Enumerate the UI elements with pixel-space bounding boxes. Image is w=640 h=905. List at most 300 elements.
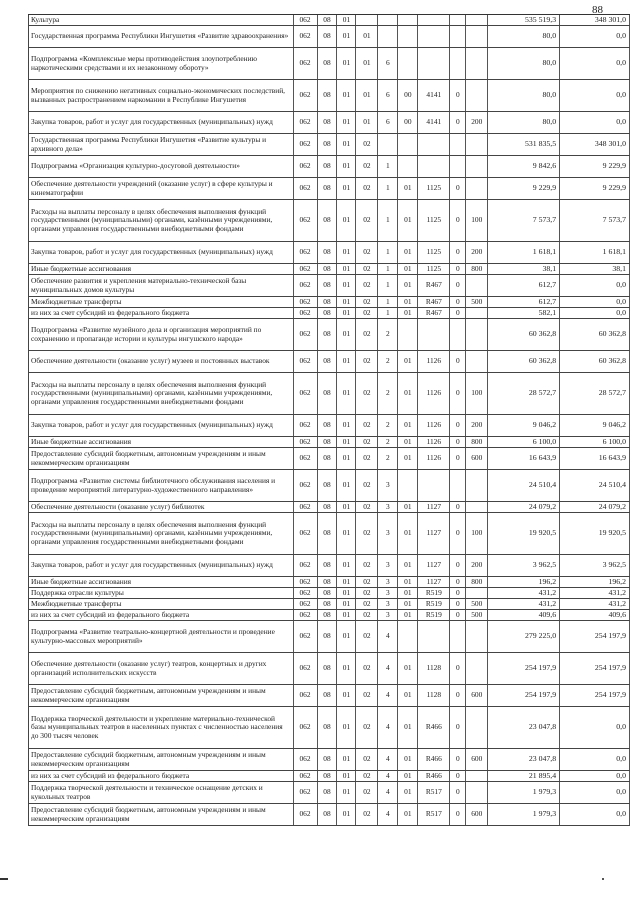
sum-year-1: 196,2 <box>488 577 560 587</box>
code-gosprogram: 02 <box>356 297 378 307</box>
code-meropriyatie: 01 <box>398 771 418 781</box>
sum-year-1: 80,0 <box>488 26 560 47</box>
code-gosprogram: 02 <box>356 134 378 155</box>
code-meropriyatie: 01 <box>398 308 418 318</box>
code-razdel: 08 <box>318 588 338 598</box>
code-meropriyatie: 01 <box>398 437 418 447</box>
code-vedomstvo: 062 <box>294 134 318 155</box>
code-razdel: 08 <box>318 437 338 447</box>
sum-year-2: 0,0 <box>560 80 630 111</box>
code-gosprogram: 02 <box>356 707 378 748</box>
code-direction <box>418 15 450 25</box>
code-meropriyatie <box>398 134 418 155</box>
sum-year-2: 6 100,0 <box>560 437 630 447</box>
sum-year-1: 535 519,3 <box>488 15 560 25</box>
code-extra: 0 <box>450 555 466 576</box>
code-meropriyatie: 01 <box>398 804 418 825</box>
code-direction: R517 <box>418 804 450 825</box>
code-meropriyatie: 00 <box>398 112 418 133</box>
code-extra: 0 <box>450 200 466 241</box>
code-extra: 0 <box>450 112 466 133</box>
code-vedomstvo: 062 <box>294 804 318 825</box>
sum-year-2: 0,0 <box>560 112 630 133</box>
code-gosprogram: 02 <box>356 502 378 512</box>
code-gosprogram: 02 <box>356 373 378 414</box>
code-extra: 0 <box>450 804 466 825</box>
code-podprogram: 1 <box>378 178 398 199</box>
code-podprogram: 2 <box>378 319 398 350</box>
code-vid-rashodov: 100 <box>466 200 488 241</box>
code-podprogram: 2 <box>378 437 398 447</box>
code-podprogram: 3 <box>378 470 398 501</box>
code-meropriyatie: 01 <box>398 577 418 587</box>
code-meropriyatie <box>398 470 418 501</box>
code-razdel: 08 <box>318 275 338 296</box>
sum-year-1: 531 835,5 <box>488 134 560 155</box>
code-extra: 0 <box>450 178 466 199</box>
code-direction: 4141 <box>418 80 450 111</box>
code-vedomstvo: 062 <box>294 156 318 177</box>
code-vid-rashodov: 600 <box>466 685 488 706</box>
sum-year-2: 60 362,8 <box>560 319 630 350</box>
code-meropriyatie: 01 <box>398 610 418 620</box>
code-gosprogram: 02 <box>356 749 378 770</box>
code-razdel: 08 <box>318 782 338 803</box>
sum-year-2: 9 046,2 <box>560 415 630 436</box>
sum-year-2: 0,0 <box>560 782 630 803</box>
table-row <box>28 112 630 134</box>
code-direction: 1126 <box>418 351 450 372</box>
code-podprogram: 6 <box>378 112 398 133</box>
code-gosprogram: 02 <box>356 621 378 652</box>
code-vedomstvo: 062 <box>294 621 318 652</box>
sum-year-2: 7 573,7 <box>560 200 630 241</box>
code-direction: 1126 <box>418 415 450 436</box>
code-vedomstvo: 062 <box>294 275 318 296</box>
code-extra <box>450 15 466 25</box>
table-row <box>28 555 630 577</box>
code-podrazdel: 01 <box>337 308 356 318</box>
code-vedomstvo: 062 <box>294 448 318 469</box>
code-gosprogram: 02 <box>356 513 378 554</box>
code-vid-rashodov: 200 <box>466 555 488 576</box>
code-razdel: 08 <box>318 555 338 576</box>
code-vedomstvo: 062 <box>294 771 318 781</box>
code-meropriyatie: 01 <box>398 200 418 241</box>
code-vid-rashodov <box>466 588 488 598</box>
code-direction: 1125 <box>418 264 450 274</box>
sum-year-2: 431,2 <box>560 599 630 609</box>
code-vid-rashodov <box>466 26 488 47</box>
table-row <box>28 297 630 308</box>
sum-year-2: 0,0 <box>560 275 630 296</box>
code-direction: R467 <box>418 297 450 307</box>
sum-year-2: 16 643,9 <box>560 448 630 469</box>
code-direction <box>418 48 450 79</box>
code-extra: 0 <box>450 373 466 414</box>
code-gosprogram: 02 <box>356 264 378 274</box>
sum-year-1: 279 225,0 <box>488 621 560 652</box>
code-gosprogram: 01 <box>356 48 378 79</box>
code-vedomstvo: 062 <box>294 26 318 47</box>
code-gosprogram: 01 <box>356 80 378 111</box>
code-razdel: 08 <box>318 319 338 350</box>
table-row <box>28 319 630 351</box>
sum-year-1: 9 842,6 <box>488 156 560 177</box>
code-gosprogram: 02 <box>356 275 378 296</box>
sum-year-2: 348 301,0 <box>560 15 630 25</box>
code-podrazdel: 01 <box>337 415 356 436</box>
table-row <box>28 782 630 804</box>
sum-year-1: 431,2 <box>488 599 560 609</box>
table-row <box>28 80 630 112</box>
sum-year-2: 254 197,9 <box>560 621 630 652</box>
table-row <box>28 588 630 599</box>
code-podprogram: 4 <box>378 749 398 770</box>
code-podprogram: 3 <box>378 502 398 512</box>
code-extra <box>450 26 466 47</box>
code-extra: 0 <box>450 610 466 620</box>
code-podrazdel: 01 <box>337 555 356 576</box>
code-meropriyatie: 01 <box>398 415 418 436</box>
code-podrazdel: 01 <box>337 804 356 825</box>
code-meropriyatie: 01 <box>398 297 418 307</box>
sum-year-1: 60 362,8 <box>488 319 560 350</box>
sum-year-1: 38,1 <box>488 264 560 274</box>
code-vid-rashodov: 500 <box>466 599 488 609</box>
code-vid-rashodov: 100 <box>466 513 488 554</box>
row-name: Подпрограмма «Развитие театрально-концертной деятельности и проведение культурно-массовых мероприятий» <box>29 621 294 652</box>
table-row <box>28 707 630 749</box>
table-row <box>28 577 630 588</box>
sum-year-1: 9 229,9 <box>488 178 560 199</box>
sum-year-2: 0,0 <box>560 749 630 770</box>
code-podrazdel: 01 <box>337 502 356 512</box>
row-name: Поддержка творческой деятельности и укрепление материально-технической базы муниципальных театров в населенных пунктах с численностью населения до 300 тысяч человек <box>29 707 294 748</box>
code-vid-rashodov <box>466 470 488 501</box>
row-name: Подпрограмма «Организация культурно-досуговой деятельности» <box>29 156 294 177</box>
code-extra: 0 <box>450 749 466 770</box>
sum-year-1: 3 962,5 <box>488 555 560 576</box>
code-podrazdel: 01 <box>337 242 356 263</box>
code-razdel: 08 <box>318 297 338 307</box>
code-vedomstvo: 062 <box>294 200 318 241</box>
code-extra: 0 <box>450 782 466 803</box>
code-vedomstvo: 062 <box>294 80 318 111</box>
code-vedomstvo: 062 <box>294 297 318 307</box>
code-direction: 1126 <box>418 437 450 447</box>
code-razdel: 08 <box>318 200 338 241</box>
table-row <box>28 264 630 275</box>
code-razdel: 08 <box>318 15 338 25</box>
code-razdel: 08 <box>318 264 338 274</box>
code-podrazdel: 01 <box>337 470 356 501</box>
code-vid-rashodov <box>466 502 488 512</box>
code-gosprogram: 01 <box>356 26 378 47</box>
code-podrazdel: 01 <box>337 588 356 598</box>
code-razdel: 08 <box>318 448 338 469</box>
sum-year-2: 0,0 <box>560 48 630 79</box>
code-gosprogram: 02 <box>356 782 378 803</box>
code-extra: 0 <box>450 275 466 296</box>
code-gosprogram: 02 <box>356 804 378 825</box>
row-name: Подпрограмма «Комплексные меры противодействия злоупотреблению наркотическими средствами и их незаконному обороту» <box>29 48 294 79</box>
code-extra <box>450 134 466 155</box>
table-row <box>28 621 630 653</box>
sum-year-1: 9 046,2 <box>488 415 560 436</box>
code-vedomstvo: 062 <box>294 502 318 512</box>
code-vedomstvo: 062 <box>294 470 318 501</box>
table-row <box>28 653 630 685</box>
row-name: Иные бюджетные ассигнования <box>29 264 294 274</box>
sum-year-2: 28 572,7 <box>560 373 630 414</box>
table-row <box>28 599 630 610</box>
code-extra: 0 <box>450 502 466 512</box>
table-row <box>28 178 630 200</box>
page-number: 88 <box>592 4 603 16</box>
code-extra: 0 <box>450 448 466 469</box>
row-name: Поддержка творческой деятельности и техническое оснащение детских и кукольных театров <box>29 782 294 803</box>
code-podprogram: 4 <box>378 621 398 652</box>
code-podprogram <box>378 15 398 25</box>
sum-year-1: 21 895,4 <box>488 771 560 781</box>
code-podprogram: 1 <box>378 156 398 177</box>
sum-year-1: 24 510,4 <box>488 470 560 501</box>
table-row <box>28 513 630 555</box>
code-gosprogram: 02 <box>356 178 378 199</box>
code-razdel: 08 <box>318 577 338 587</box>
code-gosprogram: 02 <box>356 351 378 372</box>
code-vedomstvo: 062 <box>294 112 318 133</box>
code-vid-rashodov: 200 <box>466 415 488 436</box>
code-podrazdel: 01 <box>337 621 356 652</box>
code-podrazdel: 01 <box>337 15 356 25</box>
code-podrazdel: 01 <box>337 26 356 47</box>
row-name: Обеспечение деятельности (оказание услуг) музеев и постоянных выставок <box>29 351 294 372</box>
code-podrazdel: 01 <box>337 448 356 469</box>
code-vedomstvo: 062 <box>294 48 318 79</box>
code-razdel: 08 <box>318 621 338 652</box>
code-podrazdel: 01 <box>337 599 356 609</box>
row-name: Предоставление субсидий бюджетным, автономным учреждениям и иным некоммерческим организациям <box>29 448 294 469</box>
table-row <box>28 48 630 80</box>
code-vedomstvo: 062 <box>294 351 318 372</box>
sum-year-1: 6 100,0 <box>488 437 560 447</box>
sum-year-2: 9 229,9 <box>560 178 630 199</box>
code-podprogram: 1 <box>378 200 398 241</box>
code-podrazdel: 01 <box>337 513 356 554</box>
code-vid-rashodov <box>466 351 488 372</box>
code-direction <box>418 470 450 501</box>
code-gosprogram: 02 <box>356 653 378 684</box>
code-podrazdel: 01 <box>337 685 356 706</box>
code-podprogram: 1 <box>378 308 398 318</box>
table-row <box>28 448 630 470</box>
code-podrazdel: 01 <box>337 275 356 296</box>
code-extra: 0 <box>450 599 466 609</box>
code-podprogram: 3 <box>378 588 398 598</box>
code-razdel: 08 <box>318 513 338 554</box>
code-podrazdel: 01 <box>337 112 356 133</box>
row-name: Расходы на выплаты персоналу в целях обеспечения выполнения функций государственными (муниципальными) органами, казёнными учреждениями, органами управления государственными внебюджетными фондами <box>29 373 294 414</box>
code-vedomstvo: 062 <box>294 707 318 748</box>
code-meropriyatie: 01 <box>398 685 418 706</box>
code-razdel: 08 <box>318 771 338 781</box>
code-razdel: 08 <box>318 178 338 199</box>
code-meropriyatie: 01 <box>398 351 418 372</box>
code-razdel: 08 <box>318 373 338 414</box>
sum-year-2: 431,2 <box>560 588 630 598</box>
code-vid-rashodov <box>466 48 488 79</box>
code-direction: 1127 <box>418 577 450 587</box>
code-razdel: 08 <box>318 653 338 684</box>
row-name: Мероприятия по снижению негативных социально-экономических последствий, вызванных распространением наркомании в Республике Ингушетия <box>29 80 294 111</box>
sum-year-1: 60 362,8 <box>488 351 560 372</box>
code-gosprogram: 01 <box>356 112 378 133</box>
sum-year-2: 19 920,5 <box>560 513 630 554</box>
code-razdel: 08 <box>318 80 338 111</box>
code-extra: 0 <box>450 513 466 554</box>
code-razdel: 08 <box>318 610 338 620</box>
code-vedomstvo: 062 <box>294 242 318 263</box>
code-podrazdel: 01 <box>337 351 356 372</box>
row-name: Закупка товаров, работ и услуг для государственных (муниципальных) нужд <box>29 555 294 576</box>
code-podprogram: 3 <box>378 610 398 620</box>
row-name: Закупка товаров, работ и услуг для государственных (муниципальных) нужд <box>29 242 294 263</box>
code-razdel: 08 <box>318 685 338 706</box>
table-row <box>28 242 630 264</box>
sum-year-2: 348 301,0 <box>560 134 630 155</box>
code-vid-rashodov: 800 <box>466 437 488 447</box>
code-meropriyatie: 01 <box>398 749 418 770</box>
sum-year-2: 60 362,8 <box>560 351 630 372</box>
row-name: Государственная программа Республики Ингушетия «Развитие культуры и архивного дела» <box>29 134 294 155</box>
code-direction: 4141 <box>418 112 450 133</box>
code-meropriyatie: 01 <box>398 264 418 274</box>
code-podrazdel: 01 <box>337 297 356 307</box>
code-razdel: 08 <box>318 134 338 155</box>
row-name: из них за счет субсидий из федерального бюджета <box>29 308 294 318</box>
row-name: Государственная программа Республики Ингушетия «Развитие здравоохранения» <box>29 26 294 47</box>
code-meropriyatie: 01 <box>398 513 418 554</box>
row-name: Поддержка отрасли культуры <box>29 588 294 598</box>
sum-year-1: 254 197,9 <box>488 685 560 706</box>
code-vedomstvo: 062 <box>294 555 318 576</box>
code-vid-rashodov <box>466 771 488 781</box>
sum-year-1: 80,0 <box>488 80 560 111</box>
scan-mark <box>0 878 8 880</box>
code-razdel: 08 <box>318 242 338 263</box>
code-meropriyatie: 01 <box>398 555 418 576</box>
row-name: Закупка товаров, работ и услуг для государственных (муниципальных) нужд <box>29 112 294 133</box>
code-razdel: 08 <box>318 470 338 501</box>
sum-year-2: 1 618,1 <box>560 242 630 263</box>
sum-year-1: 1 979,3 <box>488 804 560 825</box>
budget-table <box>28 14 630 826</box>
sum-year-1: 1 618,1 <box>488 242 560 263</box>
code-vedomstvo: 062 <box>294 178 318 199</box>
code-gosprogram: 02 <box>356 610 378 620</box>
code-vedomstvo: 062 <box>294 782 318 803</box>
code-vid-rashodov: 100 <box>466 373 488 414</box>
code-direction: R467 <box>418 308 450 318</box>
row-name: Обеспечение деятельности (оказание услуг) театров, концертных и других организаций исполнительских искусств <box>29 653 294 684</box>
code-gosprogram: 02 <box>356 437 378 447</box>
code-vedomstvo: 062 <box>294 653 318 684</box>
row-name: Иные бюджетные ассигнования <box>29 437 294 447</box>
code-podprogram: 4 <box>378 653 398 684</box>
code-meropriyatie: 01 <box>398 242 418 263</box>
sum-year-1: 7 573,7 <box>488 200 560 241</box>
code-extra <box>450 319 466 350</box>
sum-year-1: 19 920,5 <box>488 513 560 554</box>
code-vid-rashodov <box>466 308 488 318</box>
code-meropriyatie <box>398 15 418 25</box>
row-name: Межбюджетные трансферты <box>29 599 294 609</box>
code-extra: 0 <box>450 80 466 111</box>
code-vedomstvo: 062 <box>294 610 318 620</box>
sum-year-1: 612,7 <box>488 297 560 307</box>
code-podprogram: 2 <box>378 373 398 414</box>
code-podprogram: 4 <box>378 782 398 803</box>
code-direction: 1126 <box>418 448 450 469</box>
code-podrazdel: 01 <box>337 134 356 155</box>
code-podprogram: 1 <box>378 264 398 274</box>
scan-dot <box>602 878 604 880</box>
code-direction: R466 <box>418 771 450 781</box>
code-podprogram: 1 <box>378 242 398 263</box>
sum-year-1: 24 079,2 <box>488 502 560 512</box>
table-row <box>28 685 630 707</box>
code-gosprogram: 02 <box>356 599 378 609</box>
code-gosprogram: 02 <box>356 319 378 350</box>
code-podprogram: 4 <box>378 685 398 706</box>
code-extra <box>450 470 466 501</box>
row-name: Расходы на выплаты персоналу в целях обеспечения выполнения функций государственными (муниципальными) органами, казёнными учреждениями, органами управления государственными внебюджетными фондами <box>29 513 294 554</box>
code-direction: R519 <box>418 610 450 620</box>
code-direction: 1125 <box>418 200 450 241</box>
code-podprogram: 3 <box>378 599 398 609</box>
code-meropriyatie: 01 <box>398 178 418 199</box>
code-razdel: 08 <box>318 156 338 177</box>
code-extra: 0 <box>450 685 466 706</box>
code-vid-rashodov <box>466 134 488 155</box>
sum-year-2: 0,0 <box>560 297 630 307</box>
row-name: Подпрограмма «Развитие системы библиотечного обслуживания населения и проведение мероприятий литературно-художественного направления» <box>29 470 294 501</box>
code-podrazdel: 01 <box>337 48 356 79</box>
sum-year-1: 431,2 <box>488 588 560 598</box>
sum-year-2: 254 197,9 <box>560 685 630 706</box>
code-podrazdel: 01 <box>337 653 356 684</box>
sum-year-1: 582,1 <box>488 308 560 318</box>
code-podprogram: 4 <box>378 707 398 748</box>
code-gosprogram: 02 <box>356 577 378 587</box>
code-vedomstvo: 062 <box>294 264 318 274</box>
code-podrazdel: 01 <box>337 156 356 177</box>
code-extra <box>450 621 466 652</box>
code-meropriyatie: 01 <box>398 588 418 598</box>
sum-year-2: 254 197,9 <box>560 653 630 684</box>
code-vedomstvo: 062 <box>294 437 318 447</box>
code-extra: 0 <box>450 577 466 587</box>
sum-year-2: 38,1 <box>560 264 630 274</box>
code-podprogram: 4 <box>378 771 398 781</box>
code-vid-rashodov <box>466 275 488 296</box>
code-podrazdel: 01 <box>337 264 356 274</box>
code-podprogram: 3 <box>378 577 398 587</box>
code-meropriyatie: 01 <box>398 373 418 414</box>
code-vedomstvo: 062 <box>294 577 318 587</box>
